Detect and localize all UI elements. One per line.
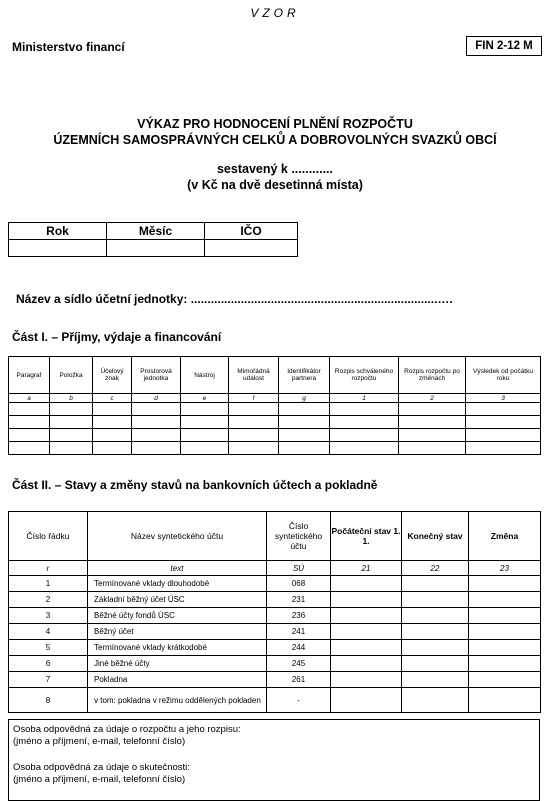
col-polozka: Položka [50, 357, 93, 394]
change-cell[interactable] [469, 608, 541, 624]
table-row [9, 640, 541, 656]
change-cell[interactable] [469, 656, 541, 672]
account-name: Jiné běžné účty [88, 656, 267, 672]
code-cell: c [93, 394, 132, 403]
account-name: v tom: pokladna v režimu oddělených pokladen [88, 688, 267, 713]
end-balance-cell[interactable] [402, 672, 469, 688]
part1-table [8, 356, 541, 455]
table-row [9, 403, 541, 416]
month-header: Měsíc [107, 223, 205, 240]
col-rozpis-schvaleneho: Rozpis schváleného rozpočtu [330, 357, 399, 394]
ministry-name: Ministerstvo financí [12, 40, 125, 54]
identification-table [8, 222, 298, 257]
col-paragraf: Paragraf [9, 357, 50, 394]
entity-name-label: Název a sídlo účetní jednotky: ..........................................................................…. [16, 292, 453, 306]
change-cell[interactable] [469, 640, 541, 656]
form-code-box: FIN 2-12 M [466, 36, 542, 56]
col-change: Změna [469, 512, 541, 561]
row-number: 5 [9, 640, 88, 656]
row-number: 8 [9, 688, 88, 713]
col-vysledek: Výsledek od počátku roku [466, 357, 541, 394]
account-name: Termínované vklady krátkodobé [88, 640, 267, 656]
account-number: 244 [267, 640, 331, 656]
row-number: 2 [9, 592, 88, 608]
account-name: Termínované vklady dlouhodobé [88, 576, 267, 592]
end-balance-cell[interactable] [402, 608, 469, 624]
table-row [9, 688, 541, 713]
change-cell[interactable] [469, 576, 541, 592]
col-account-name: Název syntetického účtu [88, 512, 267, 561]
code-cell: r [9, 561, 88, 576]
account-name: Základní běžný účet ÚSC [88, 592, 267, 608]
row-number: 4 [9, 624, 88, 640]
row-number: 7 [9, 672, 88, 688]
account-number: 236 [267, 608, 331, 624]
end-balance-cell[interactable] [402, 688, 469, 713]
code-cell: f [229, 394, 279, 403]
table-row [9, 429, 541, 442]
col-mimoradna-udalost: Mimořádná událost [229, 357, 279, 394]
report-subtitle-units: (v Kč na dvě desetinná místa) [187, 178, 363, 192]
code-cell: 2 [399, 394, 466, 403]
change-cell[interactable] [469, 624, 541, 640]
table-row [9, 592, 541, 608]
col-identifikator-partnera: Identifikátor partnera [279, 357, 330, 394]
code-cell: e [181, 394, 229, 403]
account-number: 245 [267, 656, 331, 672]
row-number: 1 [9, 576, 88, 592]
year-field[interactable] [9, 240, 107, 257]
account-number: 241 [267, 624, 331, 640]
year-header: Rok [9, 223, 107, 240]
part2-table [8, 511, 541, 713]
start-balance-cell[interactable] [331, 576, 402, 592]
end-balance-cell[interactable] [402, 640, 469, 656]
col-end-balance: Konečný stav [402, 512, 469, 561]
actual-responsible-label: Osoba odpovědná za údaje o skutečnosti: [13, 762, 190, 773]
change-cell[interactable] [469, 672, 541, 688]
table-row [9, 576, 541, 592]
table-row [9, 416, 541, 429]
col-nastroj: Nástroj [181, 357, 229, 394]
account-name: Běžný účet [88, 624, 267, 640]
start-balance-cell[interactable] [331, 640, 402, 656]
start-balance-cell[interactable] [331, 592, 402, 608]
start-balance-cell[interactable] [331, 656, 402, 672]
ico-field[interactable] [205, 240, 298, 257]
col-prostorova-jednotka: Prostorová jednotka [132, 357, 181, 394]
code-cell: SÚ [267, 561, 331, 576]
end-balance-cell[interactable] [402, 592, 469, 608]
start-balance-cell[interactable] [331, 624, 402, 640]
account-number: 068 [267, 576, 331, 592]
month-field[interactable] [107, 240, 205, 257]
code-cell: 22 [402, 561, 469, 576]
actual-responsible-hint: (jméno a příjmení, e-mail, telefonní číslo) [13, 774, 186, 785]
code-cell: d [132, 394, 181, 403]
end-balance-cell[interactable] [402, 576, 469, 592]
col-account-number: Číslo syntetického účtu [267, 512, 331, 561]
col-rozpis-po-zmenach: Rozpis rozpočtu po změnách [399, 357, 466, 394]
row-number: 6 [9, 656, 88, 672]
col-ucelovy-znak: Účelový znak [93, 357, 132, 394]
ico-header: IČO [205, 223, 298, 240]
part1-title: Část I. – Příjmy, výdaje a financování [12, 330, 222, 344]
end-balance-cell[interactable] [402, 624, 469, 640]
budget-responsible-hint: (jméno a příjmení, e-mail, telefonní číslo) [13, 736, 186, 747]
start-balance-cell[interactable] [331, 688, 402, 713]
col-row-number: Číslo řádku [9, 512, 88, 561]
change-cell[interactable] [469, 592, 541, 608]
report-title-line1: VÝKAZ PRO HODNOCENÍ PLNĚNÍ ROZPOČTU [137, 117, 413, 131]
table-row [9, 624, 541, 640]
table-row [9, 608, 541, 624]
code-cell: g [279, 394, 330, 403]
code-cell: b [50, 394, 93, 403]
code-cell: 3 [466, 394, 541, 403]
account-name: Běžné účty fondů ÚSC [88, 608, 267, 624]
report-subtitle-date: sestavený k ............ [216, 162, 334, 176]
account-number: 231 [267, 592, 331, 608]
code-cell: 21 [331, 561, 402, 576]
code-cell: 1 [330, 394, 399, 403]
table-row [9, 656, 541, 672]
report-title-line2: ÚZEMNÍCH SAMOSPRÁVNÝCH CELKŮ A DOBROVOLNÝCH SVAZKŮ OBCÍ [53, 133, 497, 147]
part2-title: Část II. – Stavy a změny stavů na bankovních účtech a pokladně [12, 478, 378, 492]
budget-responsible-label: Osoba odpovědná za údaje o rozpočtu a jeho rozpisu: [13, 724, 241, 735]
responsible-persons-box [8, 719, 540, 801]
account-number: - [267, 688, 331, 713]
start-balance-cell[interactable] [331, 672, 402, 688]
start-balance-cell[interactable] [331, 608, 402, 624]
table-row [9, 442, 541, 455]
account-name: Pokladna [88, 672, 267, 688]
change-cell[interactable] [469, 688, 541, 713]
account-number: 261 [267, 672, 331, 688]
row-number: 3 [9, 608, 88, 624]
code-cell: 23 [469, 561, 541, 576]
code-cell: text [88, 561, 267, 576]
col-start-balance: Počáteční stav 1. 1. [331, 512, 402, 561]
table-row [9, 672, 541, 688]
code-cell: a [9, 394, 50, 403]
end-balance-cell[interactable] [402, 656, 469, 672]
watermark-text: VZOR [250, 6, 300, 20]
